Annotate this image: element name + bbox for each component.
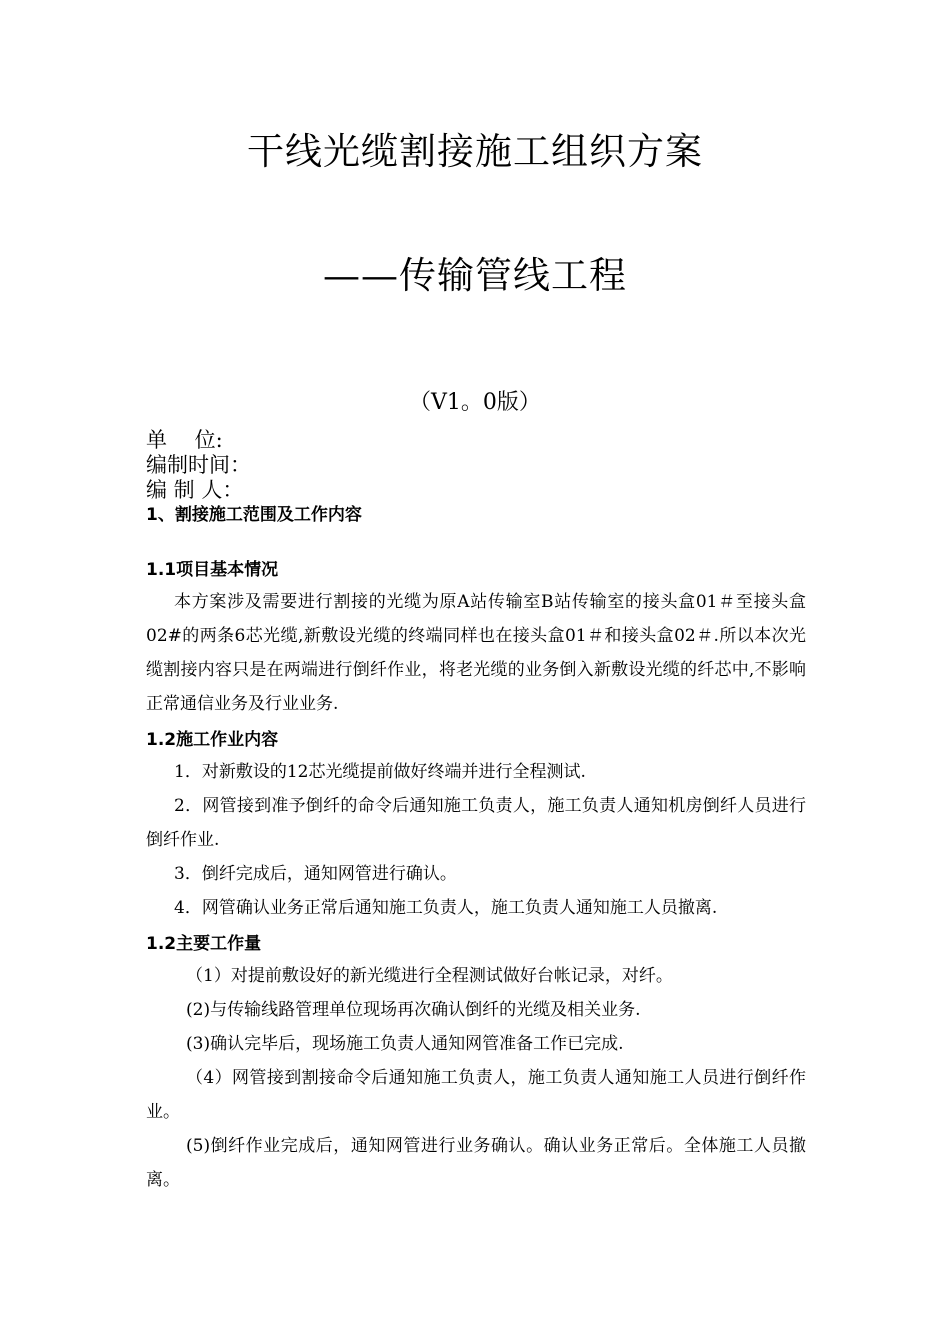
meta-unit: 单 位: [146,428,223,452]
workload-item: (2)与传输线路管理单位现场再次确认倒纤的光缆及相关业务. [186,1000,641,1020]
workload-item: （1）对提前敷设好的新光缆进行全程测试做好台帐记录，对纤。 [186,966,673,986]
workload-item: (5)倒纤作业完成后，通知网管进行业务确认。确认业务正常后。全体施工人员撤离。 [146,1136,806,1190]
section-heading-1-1: 1.1项目基本情况 [146,560,279,580]
meta-author: 编 制 人： [146,478,244,502]
section-heading-1-2-workload: 1.2主要工作量 [146,934,262,954]
section-heading-1-2-work-content: 1.2施工作业内容 [146,730,279,750]
document-subtitle: ——传输管线工程 [323,254,627,297]
document-title: 干线光缆割接施工组织方案 [247,130,703,173]
meta-compile-time: 编制时间： [146,453,251,477]
work-content-item: 2．网管接到准予倒纤的命令后通知施工负责人，施工负责人通知机房倒纤人员进行倒纤作业. [146,796,806,850]
work-content-item: 3．倒纤完成后，通知网管进行确认。 [174,864,457,884]
workload-item: （4）网管接到割接命令后通知施工负责人，施工负责人通知施工人员进行倒纤作业。 [146,1068,806,1122]
work-content-item: 4．网管确认业务正常后通知施工负责人，施工负责人通知施工人员撤离. [174,898,718,918]
version-label: （V1。0版） [409,390,541,415]
section-heading-1: 1、割接施工范围及工作内容 [146,505,362,525]
workload-item: (3)确认完毕后，现场施工负责人通知网管准备工作已完成. [186,1034,624,1054]
document-body [146,503,806,1197]
paragraph-project-overview: 本方案涉及需要进行割接的光缆为原A站传输室B站传输室的接头盒01＃至接头盒02#的两条6芯光缆,新敷设光缆的终端同样也在接头盒01＃和接头盒02＃.所以本次光缆割接内容只是在两端进行倒纤作业，将老光缆的业务倒入新敷设光缆的纤芯中,不影响正常通信业务及行业业务. [146,592,806,714]
work-content-item: 1．对新敷设的12芯光缆提前做好终端并进行全程测试. [174,762,586,782]
